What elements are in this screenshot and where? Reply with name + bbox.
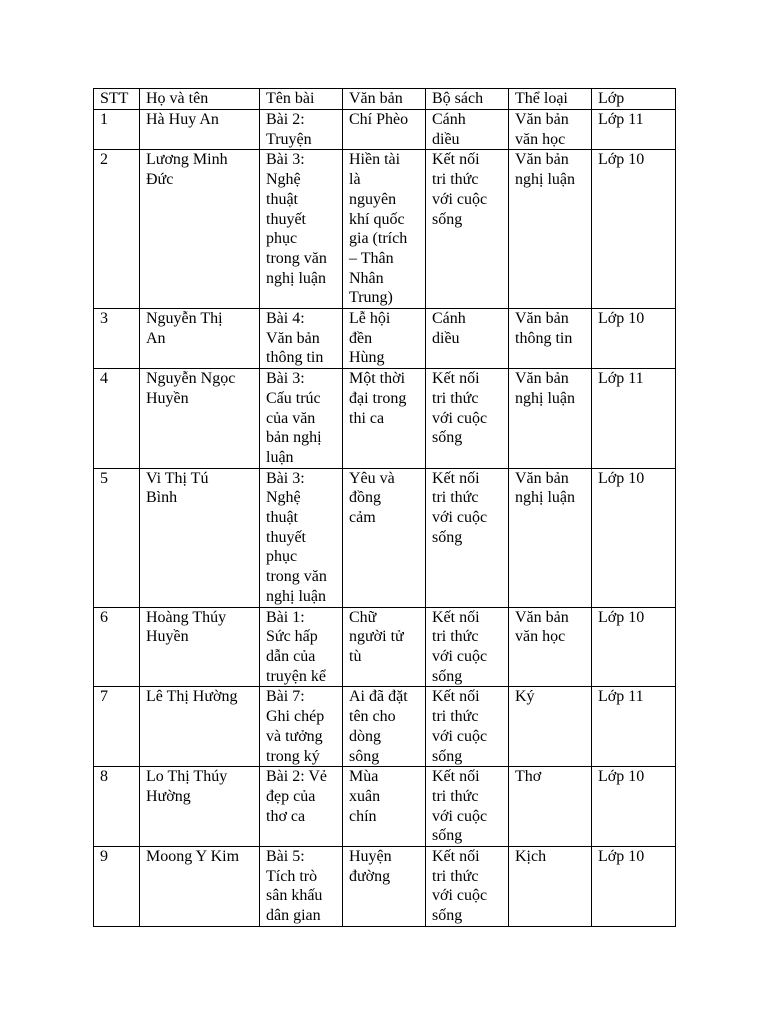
cell-text-work: Mùa xuân chín [343, 767, 426, 847]
cell-stt: 8 [94, 767, 140, 847]
cell-genre: Văn bản nghị luận [509, 468, 592, 607]
cell-book-series: Cánh diều [426, 110, 509, 150]
cell-book-series: Cánh diều [426, 309, 509, 369]
table-row [94, 468, 676, 607]
cell-full-name: Hoàng Thúy Huyền [140, 607, 260, 687]
header-grade: Lớp [592, 89, 676, 110]
cell-grade: Lớp 10 [592, 767, 676, 847]
cell-book-series: Kết nối tri thức với cuộc sống [426, 687, 509, 767]
cell-full-name: Nguyễn Thị An [140, 309, 260, 369]
cell-text-work: Huyện đường [343, 847, 426, 927]
cell-genre: Văn bản thông tin [509, 309, 592, 369]
cell-grade: Lớp 10 [592, 150, 676, 309]
cell-genre: Thơ [509, 767, 592, 847]
table-row [94, 767, 676, 847]
cell-stt: 1 [94, 110, 140, 150]
cell-genre: Văn bản nghị luận [509, 369, 592, 469]
header-lesson-title: Tên bài [260, 89, 343, 110]
cell-book-series: Kết nối tri thức với cuộc sống [426, 767, 509, 847]
cell-lesson-title: Bài 4: Văn bản thông tin [260, 309, 343, 369]
cell-full-name: Lo Thị Thúy Hường [140, 767, 260, 847]
cell-full-name: Lê Thị Hường [140, 687, 260, 767]
cell-text-work: Hiền tài là nguyên khí quốc gia (trích – Thân Nhân Trung) [343, 150, 426, 309]
cell-full-name: Nguyễn Ngọc Huyền [140, 369, 260, 469]
student-lesson-table [93, 88, 676, 927]
cell-grade: Lớp 10 [592, 468, 676, 607]
cell-text-work: Chữ người tử tù [343, 607, 426, 687]
cell-stt: 9 [94, 847, 140, 927]
table-row [94, 110, 676, 150]
cell-book-series: Kết nối tri thức với cuộc sống [426, 847, 509, 927]
cell-grade: Lớp 10 [592, 607, 676, 687]
cell-full-name: Hà Huy An [140, 110, 260, 150]
cell-grade: Lớp 10 [592, 847, 676, 927]
cell-genre: Văn bản văn học [509, 607, 592, 687]
table-header-row [94, 89, 676, 110]
header-full-name: Họ và tên [140, 89, 260, 110]
cell-stt: 3 [94, 309, 140, 369]
cell-genre: Văn bản văn học [509, 110, 592, 150]
cell-text-work: Chí Phèo [343, 110, 426, 150]
cell-full-name: Moong Y Kim [140, 847, 260, 927]
cell-grade: Lớp 11 [592, 687, 676, 767]
header-genre: Thể loại [509, 89, 592, 110]
cell-book-series: Kết nối tri thức với cuộc sống [426, 607, 509, 687]
cell-stt: 6 [94, 607, 140, 687]
table-row [94, 150, 676, 309]
cell-lesson-title: Bài 3: Nghệ thuật thuyết phục trong văn nghị luận [260, 468, 343, 607]
cell-text-work: Lễ hội đền Hùng [343, 309, 426, 369]
cell-lesson-title: Bài 1: Sức hấp dẫn của truyện kể [260, 607, 343, 687]
cell-lesson-title: Bài 7: Ghi chép và tưởng trong ký [260, 687, 343, 767]
header-text-work: Văn bản [343, 89, 426, 110]
cell-stt: 4 [94, 369, 140, 469]
cell-full-name: Lương Minh Đức [140, 150, 260, 309]
cell-genre: Ký [509, 687, 592, 767]
cell-stt: 7 [94, 687, 140, 767]
cell-lesson-title: Bài 2: Vẻ đẹp của thơ ca [260, 767, 343, 847]
cell-book-series: Kết nối tri thức với cuộc sống [426, 369, 509, 469]
cell-lesson-title: Bài 3: Cấu trúc của văn bản nghị luận [260, 369, 343, 469]
cell-full-name: Vi Thị Tú Bình [140, 468, 260, 607]
cell-text-work: Một thời đại trong thi ca [343, 369, 426, 469]
cell-book-series: Kết nối tri thức với cuộc sống [426, 468, 509, 607]
cell-grade: Lớp 11 [592, 369, 676, 469]
cell-text-work: Yêu và đồng cảm [343, 468, 426, 607]
cell-book-series: Kết nối tri thức với cuộc sống [426, 150, 509, 309]
cell-grade: Lớp 11 [592, 110, 676, 150]
cell-lesson-title: Bài 5: Tích trò sân khấu dân gian [260, 847, 343, 927]
cell-lesson-title: Bài 2: Truyện [260, 110, 343, 150]
table-row [94, 369, 676, 469]
cell-stt: 2 [94, 150, 140, 309]
header-stt: STT [94, 89, 140, 110]
cell-genre: Văn bản nghị luận [509, 150, 592, 309]
header-book-series: Bộ sách [426, 89, 509, 110]
table-row [94, 847, 676, 927]
cell-stt: 5 [94, 468, 140, 607]
table-row [94, 607, 676, 687]
cell-genre: Kịch [509, 847, 592, 927]
cell-text-work: Ai đã đặt tên cho dòng sông [343, 687, 426, 767]
cell-lesson-title: Bài 3: Nghệ thuật thuyết phục trong văn nghị luận [260, 150, 343, 309]
table-row [94, 309, 676, 369]
cell-grade: Lớp 10 [592, 309, 676, 369]
table-row [94, 687, 676, 767]
